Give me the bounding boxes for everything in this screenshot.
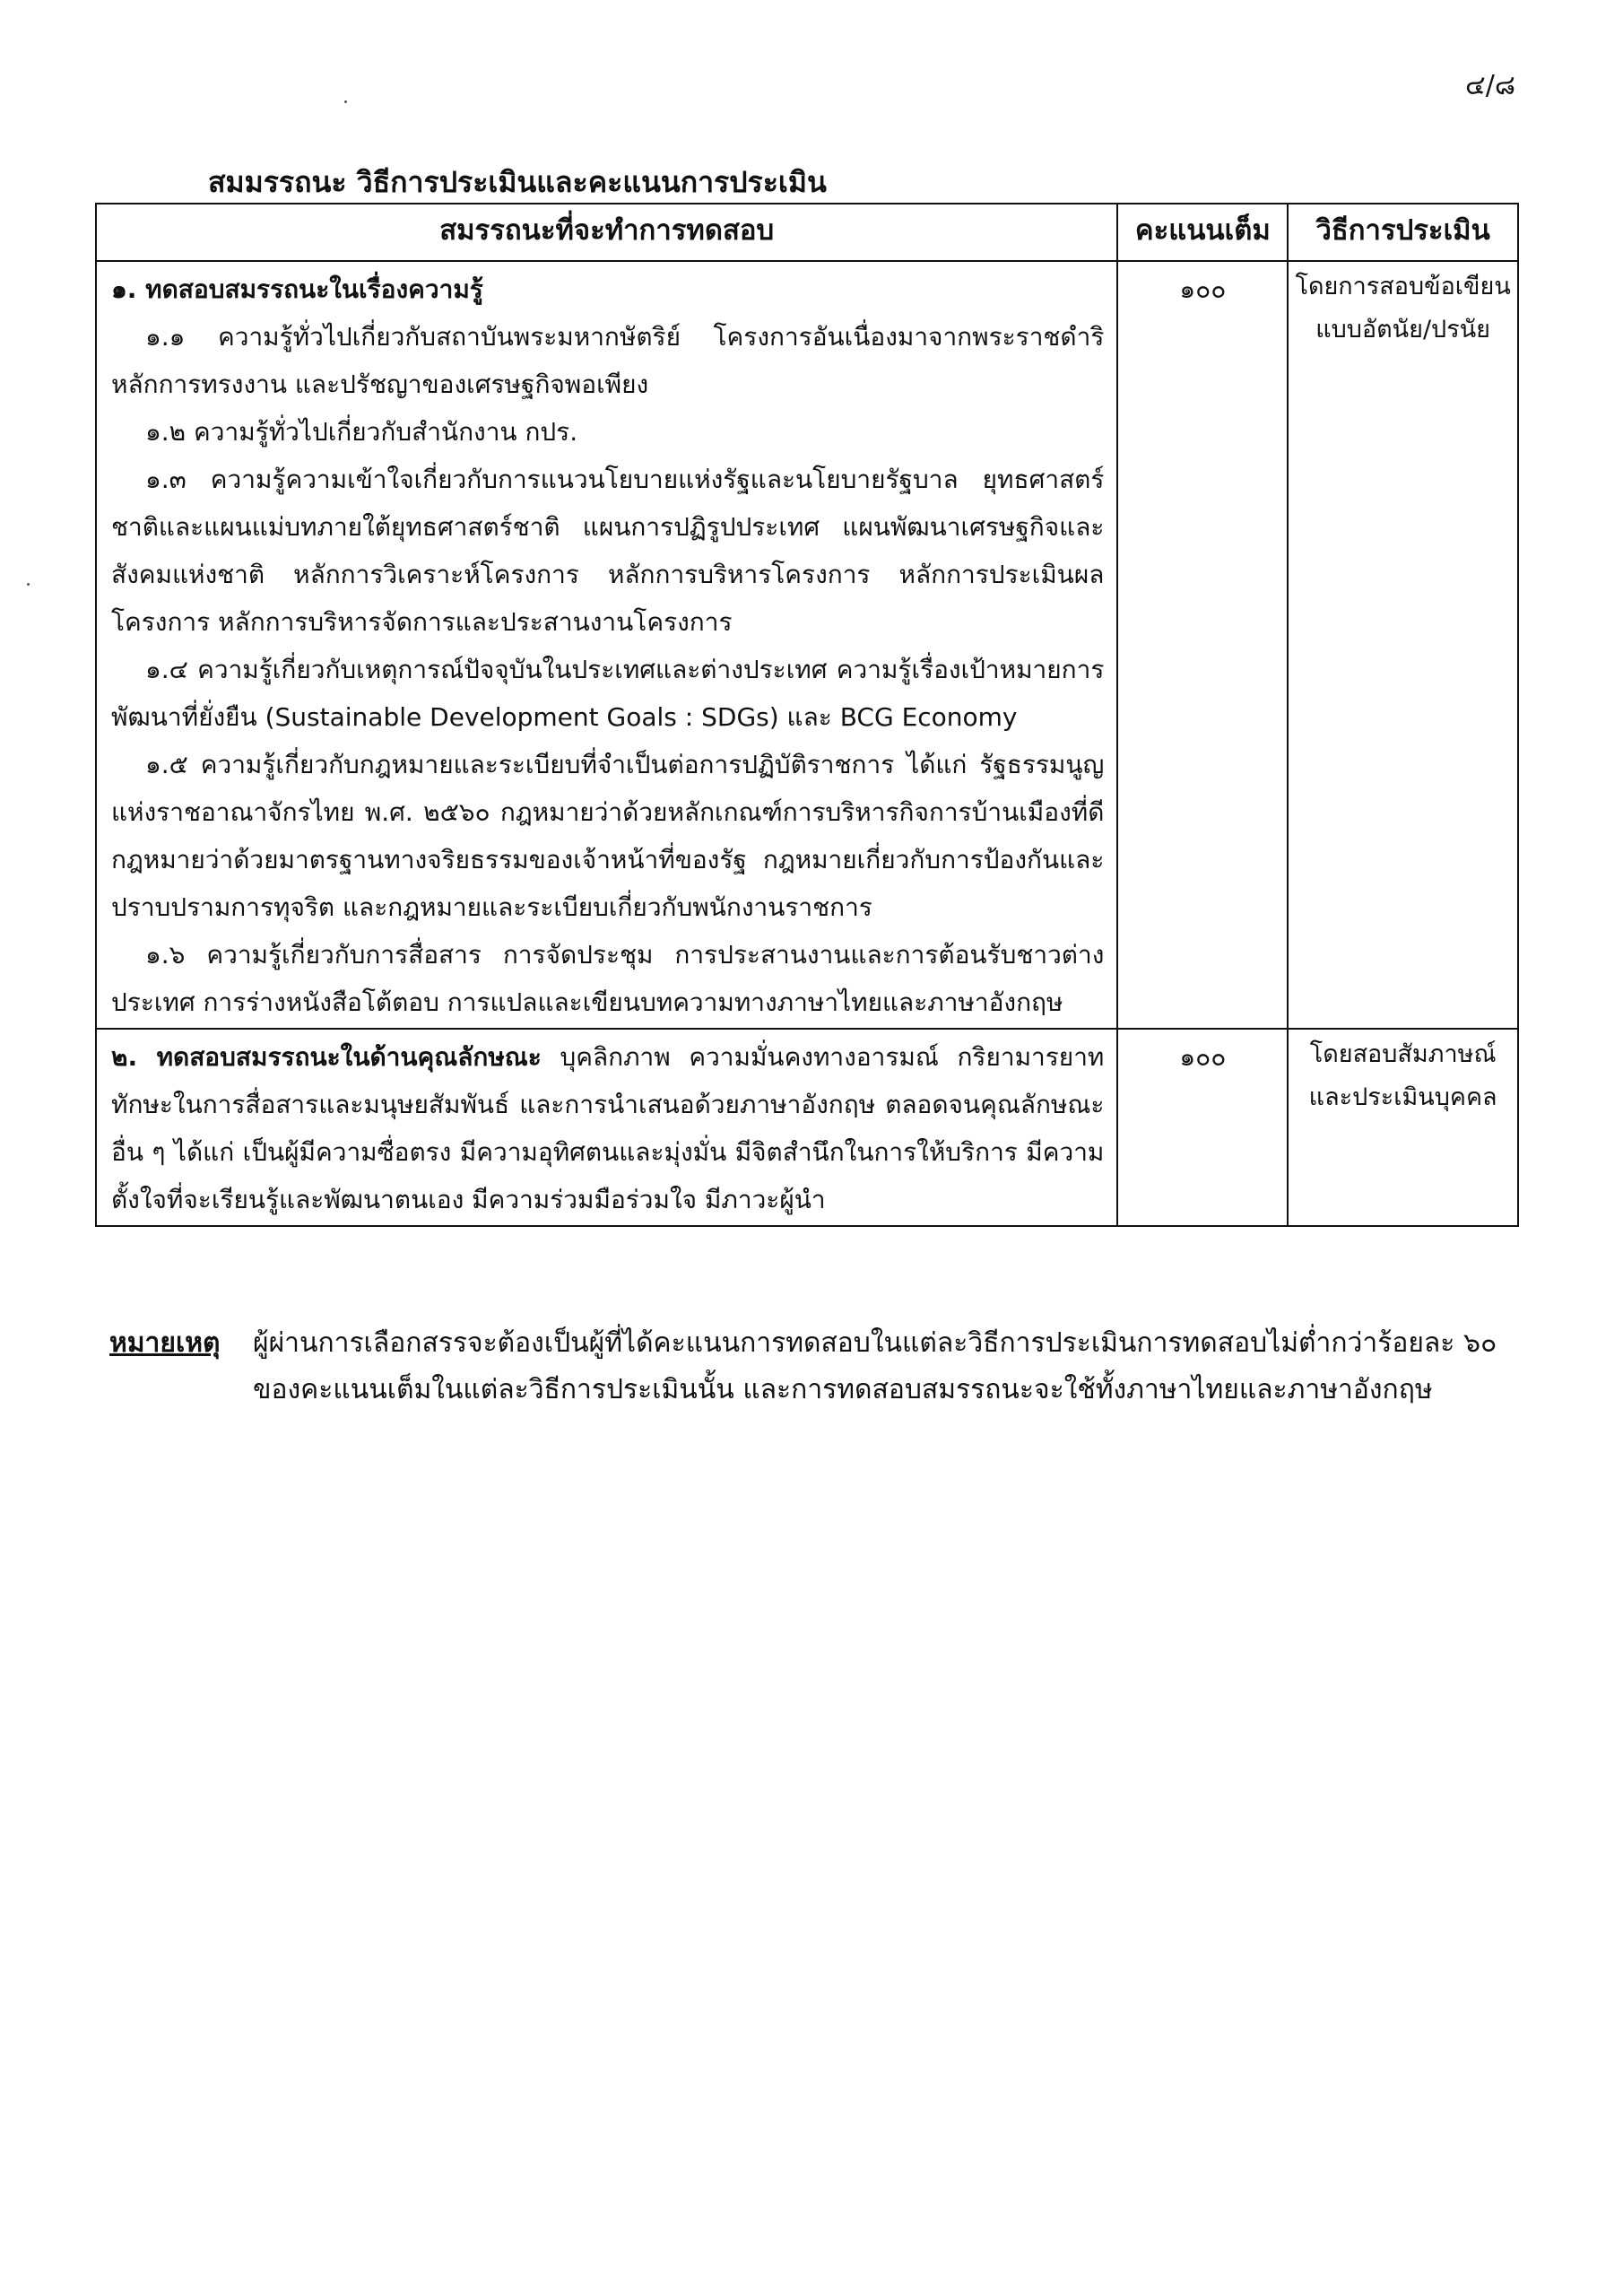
method-line: โดยสอบสัมภาษณ์ — [1309, 1040, 1497, 1068]
footnote — [109, 1320, 1517, 1413]
competency-cell — [96, 261, 1117, 1029]
score-cell: ๑๐๐ — [1117, 261, 1288, 1029]
header-competency: สมรรถนะที่จะทำการทดสอบ — [96, 204, 1117, 261]
knowledge-item: ๑.๓ ความรู้ความเข้าใจเกี่ยวกับการแนวนโยบายแห่งรัฐและนโยบายรัฐบาล ยุทธศาสตร์ชาติและแผนแม่บทภายใต้ยุทธศาสตร์ชาติ แผนการปฏิรูปประเทศ แผนพัฒนาเศรษฐกิจและสังคมแห่งชาติ หลักการวิเคราะห์โครงการ หลักการบริหารโครงการ หลักการประเมินผลโครงการ หลักการบริหารจัดการและประสานงานโครงการ — [111, 465, 1105, 637]
method-line: โดยการสอบข้อเขียน — [1295, 273, 1511, 300]
header-full-score: คะแนนเต็ม — [1117, 204, 1288, 261]
row-body: บุคลิกภาพ ความมั่นคงทางอารมณ์ กริยามารยาท ทักษะในการสื่อสารและมนุษยสัมพันธ์ และการนำเสนอด้วยภาษาอังกฤษ ตลอดจนคุณลักษณะอื่น ๆ ได้แก่ เป็นผู้มีความซื่อตรง มีความอุทิศตนและมุ่งมั่น มีจิตสำนึกในการให้บริการ มีความตั้งใจที่จะเรียนรู้และพัฒนาตนเอง มีความร่วมมือร่วมใจ มีภาวะผู้นำ — [111, 1042, 1105, 1214]
knowledge-item: ๑.๖ ความรู้เกี่ยวกับการสื่อสาร การจัดประชุม การประสานงานและการต้อนรับชาวต่างประเทศ การร่างหนังสือโต้ตอบ การแปลและเขียนบทความทางภาษาไทยและภาษาอังกฤษ — [111, 940, 1105, 1017]
page-number: ๔/๘ — [1465, 70, 1515, 101]
scan-speck — [344, 100, 347, 103]
method-line: และประเมินบุคคล — [1308, 1083, 1497, 1111]
note-label: หมายเหตุ — [109, 1327, 221, 1359]
note-text: ผู้ผ่านการเลือกสรรจะต้องเป็นผู้ที่ได้คะแนนการทดสอบในแต่ละวิธีการประเมินการทดสอบไม่ต่ำกว่าร้อยละ ๖๐ ของคะแนนเต็มในแต่ละวิธีการประเมินนั้น และการทดสอบสมรรถนะจะใช้ทั้งภาษาไทยและภาษาอังกฤษ — [253, 1327, 1497, 1405]
row-title: ๒. ทดสอบสมรรถนะในด้านคุณลักษณะ — [111, 1042, 542, 1072]
knowledge-item: ๑.๕ ความรู้เกี่ยวกับกฎหมายและระเบียบที่จำเป็นต่อการปฏิบัติราชการ ได้แก่ รัฐธรรมนูญแห่งราชอาณาจักรไทย พ.ศ. ๒๕๖๐ กฎหมายว่าด้วยหลักเกณฑ์การบริหารกิจการบ้านเมืองที่ดี กฎหมายว่าด้วยมาตรฐานทางจริยธรรมของเจ้าหน้าที่ของรัฐ กฎหมายเกี่ยวกับการป้องกันและปราบปรามการทุจริต และกฎหมายและระเบียบเกี่ยวกับพนักงานราชการ — [111, 750, 1105, 922]
table-header-row — [96, 204, 1518, 261]
section-heading: สมมรรถนะ วิธีการประเมินและคะแนนการประเมิน — [208, 165, 827, 199]
method-cell — [1288, 261, 1518, 1029]
table-row — [96, 261, 1518, 1029]
competency-table — [95, 203, 1519, 1227]
knowledge-item: ๑.๔ ความรู้เกี่ยวกับเหตุการณ์ปัจจุบันในประเทศและต่างประเทศ ความรู้เรื่องเป้าหมายการพัฒนาที่ยั่งยืน (Sustainable Development Goals : SDGs) และ BCG Economy — [111, 655, 1105, 732]
scan-speck — [27, 583, 30, 586]
header-method: วิธีการประเมิน — [1288, 204, 1518, 261]
knowledge-item: ๑.๒ ความรู้ทั่วไปเกี่ยวกับสำนักงาน กปร. — [145, 417, 578, 447]
knowledge-item: ๑.๑ ความรู้ทั่วไปเกี่ยวกับสถาบันพระมหากษัตริย์ โครงการอันเนื่องมาจากพระราชดำริ หลักการทรงงาน และปรัชญาของเศรษฐกิจพอเพียง — [111, 322, 1105, 399]
score-cell: ๑๐๐ — [1117, 1029, 1288, 1226]
method-cell — [1288, 1029, 1518, 1226]
method-line: แบบอัตนัย/ปรนัย — [1315, 316, 1490, 344]
competency-cell — [96, 1029, 1117, 1226]
attribute-paragraph — [111, 1033, 1104, 1223]
row-title: ๑. ทดสอบสมรรถนะในเรื่องความรู้ — [111, 274, 483, 304]
table-row — [96, 1029, 1518, 1226]
